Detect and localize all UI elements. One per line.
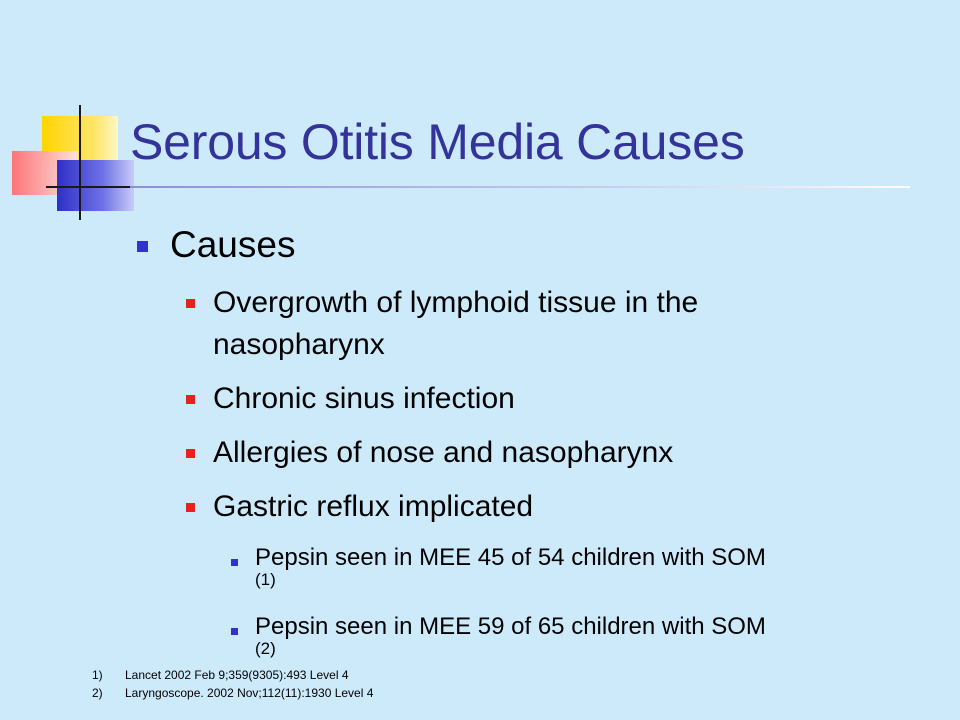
- bullet-chronic-sinus: [213, 378, 853, 420]
- bullet-causes: [170, 224, 295, 266]
- bullet-causes-text: Causes: [170, 224, 296, 265]
- red-square-bullet-icon: [186, 299, 195, 308]
- logo-horizontal-line: [46, 186, 134, 188]
- red-square-bullet-icon: [186, 395, 195, 404]
- red-square-bullet-icon: [186, 503, 195, 512]
- sub-bullet-pepsin-2: [255, 614, 945, 658]
- bullet-gastric-reflux-text: Gastric reflux implicated: [213, 490, 534, 523]
- red-square-bullet-icon: [186, 449, 195, 458]
- sub-bullet-pepsin-2-text: Pepsin seen in MEE 59 of 65 children with SOM: [255, 613, 766, 640]
- footnote-2-number: 2): [92, 686, 103, 700]
- slide-title: Serous Otitis Media Causes: [130, 114, 745, 170]
- title-divider: [130, 186, 910, 188]
- sub-bullet-pepsin-1-ref: (1): [255, 570, 276, 589]
- sub-bullet-pepsin-1-text: Pepsin seen in MEE 45 of 54 children with SOM: [255, 544, 766, 571]
- footnote-1-text: Lancet 2002 Feb 9;359(9305):493 Level 4: [125, 668, 349, 682]
- footnote-2-text: Laryngoscope. 2002 Nov;112(11):1930 Level 4: [125, 686, 374, 700]
- sub-bullet-pepsin-1: [255, 545, 945, 589]
- blue-square-small-bullet-icon: [231, 628, 238, 635]
- logo-vertical-line: [79, 105, 81, 220]
- blue-square-small-bullet-icon: [231, 559, 238, 566]
- bullet-chronic-sinus-text: Chronic sinus infection: [213, 382, 515, 415]
- sub-bullet-pepsin-2-ref: (2): [255, 639, 276, 658]
- bullet-allergies: [213, 432, 853, 474]
- bullet-gastric-reflux: [213, 486, 853, 528]
- bullet-lymphoid-overgrowth-text: Overgrowth of lymphoid tissue in the nasopharynx: [213, 286, 699, 361]
- bullet-lymphoid-overgrowth: [213, 282, 853, 366]
- colored-squares-logo-icon: [0, 0, 140, 220]
- bullet-allergies-text: Allergies of nose and nasopharynx: [213, 436, 674, 469]
- footnote-1-number: 1): [92, 668, 103, 682]
- blue-square-bullet-icon: [137, 241, 148, 252]
